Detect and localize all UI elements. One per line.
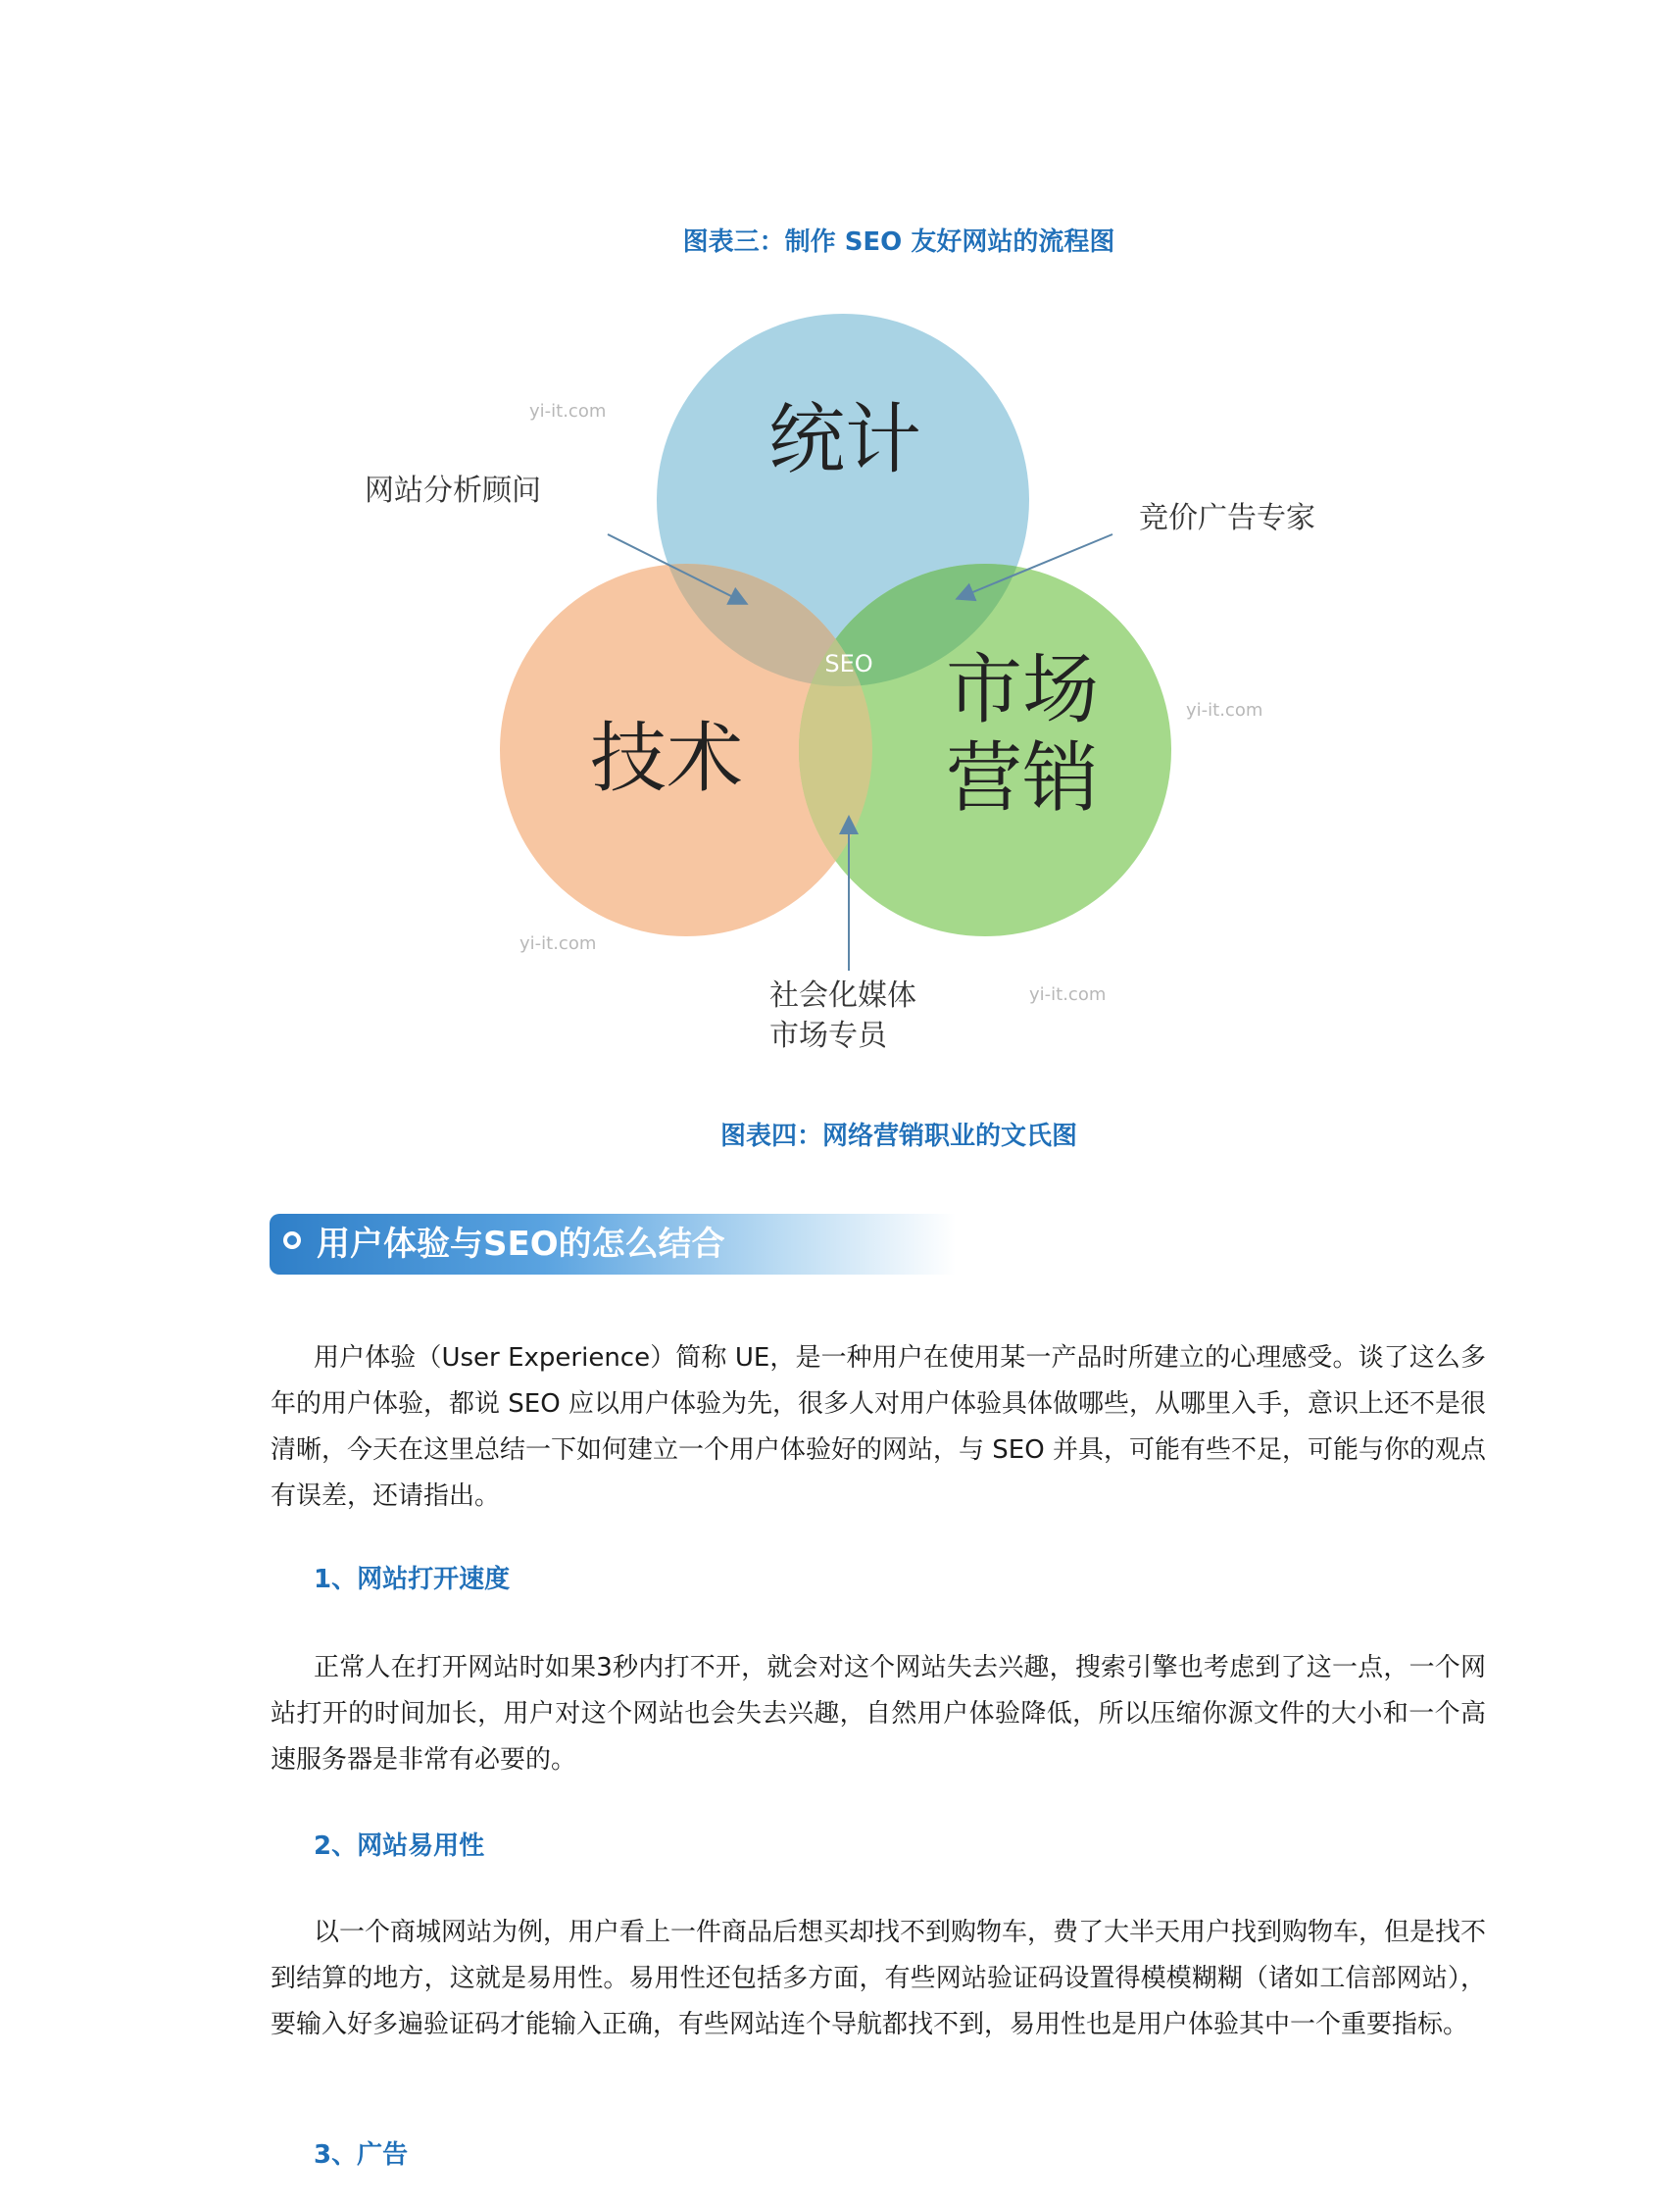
venn-label-statistics: 统计 — [767, 396, 922, 484]
section-header — [270, 1214, 956, 1275]
venn-diagram — [365, 294, 1315, 1078]
heading-site-speed: 1、网站打开速度 — [314, 1565, 511, 1594]
watermark-3: yi-it.com — [519, 933, 597, 954]
heading-advertising: 3、广告 — [314, 2140, 409, 2170]
usability-paragraph: 以一个商城网站为例，用户看上一件商品后想买却找不到购物车，费了大半天用户找到购物车，但是找不到结算的地方，这就是易用性。易用性还包括多方面，有些网站验证码设置得模模糊糊（诸如工信部网站），要输入好多遍验证码才能输入正确，有些网站连个导航都找不到，易用性也是用户体验其中一个重要指标。 — [271, 1918, 1487, 2039]
venn-label-marketing-line2: 营销 — [945, 734, 1100, 823]
circle-bullet-icon — [283, 1231, 301, 1249]
watermark-2: yi-it.com — [1186, 700, 1263, 721]
figure-3-caption: 图表三：制作 SEO 友好网站的流程图 — [682, 227, 1115, 257]
intro-paragraph: 用户体验（User Experience）简称 UE，是一种用户在使用某一产品时所建立的心理感受。谈了这么多年的用户体验，都说 SEO 应以用户体验为先，很多人对用户体验具体做哪些，从哪里入手，意识上还不是很清晰，今天在这里总结一下如何建立一个用户体验好的网站，与 SEO 并具，可能有些不足，可能与你的观点有误差，还请指出。 — [271, 1343, 1486, 1511]
watermark-4: yi-it.com — [1029, 984, 1107, 1005]
role-ppc-expert: 竞价广告专家 — [1139, 501, 1315, 535]
section-title: 用户体验与SEO的怎么结合 — [317, 1225, 725, 1264]
venn-label-technology: 技术 — [589, 715, 744, 803]
venn-label-marketing-line1: 市场 — [945, 646, 1100, 734]
role-social-line1: 社会化媒体 — [769, 978, 916, 1013]
speed-paragraph: 正常人在打开网站时如果3秒内打不开，就会对这个网站失去兴趣，搜索引擎也考虑到了这一点，一个网站打开的时间加长，用户对这个网站也会失去兴趣，自然用户体验降低，所以压缩你源文件的大小和一个高速服务器是非常有必要的。 — [271, 1653, 1486, 1775]
role-web-analyst: 网站分析顾问 — [365, 474, 541, 508]
heading-usability: 2、网站易用性 — [314, 1831, 485, 1861]
figure-4-caption: 图表四：网络营销职业的文氏图 — [719, 1122, 1077, 1151]
venn-center-label: SEO — [824, 650, 873, 677]
watermark-1: yi-it.com — [529, 401, 607, 422]
role-social-line2: 市场专员 — [769, 1019, 887, 1053]
